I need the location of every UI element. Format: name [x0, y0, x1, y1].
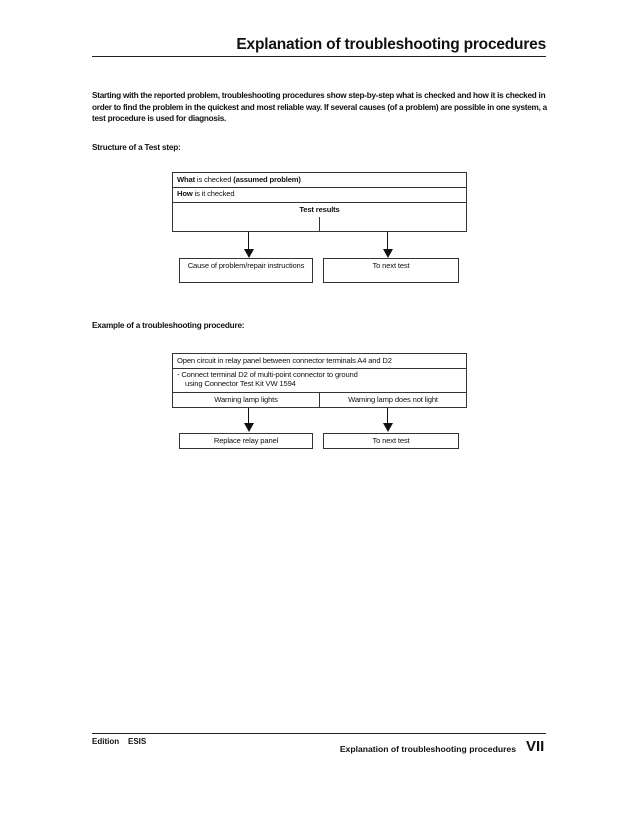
example-table [172, 353, 467, 408]
result-lamp-lights: Warning lamp lights [214, 395, 278, 404]
how-suffix: is it checked [192, 189, 235, 198]
example-heading: Example of a troubleshooting procedure: [92, 321, 245, 330]
test-results-label: Test results [299, 205, 340, 214]
what-checked-row [177, 175, 301, 185]
how-label: How [177, 189, 193, 198]
example-row-1: Open circuit in relay panel between connector terminals A4 and D2 [177, 356, 392, 365]
assumed-problem-label: (assumed problem) [233, 175, 301, 184]
table-divider [173, 202, 466, 203]
arrow-down-icon [244, 249, 254, 258]
what-label: What [177, 175, 195, 184]
replace-relay-box: Replace relay panel [179, 433, 313, 449]
example-row-2-line2: using Connector Test Kit VW 1594 [185, 379, 296, 388]
cause-repair-box: Cause of problem/repair instructions [179, 258, 313, 283]
arrow-down-icon [383, 423, 393, 432]
footer-title: Explanation of troubleshooting procedures [339, 744, 516, 754]
arrow-down-icon [383, 249, 393, 258]
result-lamp-not-light: Warning lamp does not light [348, 395, 438, 404]
results-divider [319, 217, 320, 231]
page-number: VII [526, 738, 545, 755]
next-test-box: To next test [323, 433, 459, 449]
intro-paragraph: Starting with the reported problem, troubleshooting procedures show step-by-step what is checked and how it is checked in order to find the problem in the quickest and most reliable way. If several causes (of a problem) are possible in one system, a test procedure is used for diagnosis. [92, 91, 547, 123]
table-divider [173, 187, 466, 188]
what-middle: is checked [194, 175, 234, 184]
edition-label: Edition ESIS [92, 737, 147, 746]
example-row-2-line1: - Connect terminal D2 of multi-point connector to ground [177, 370, 358, 379]
how-checked-row [177, 189, 234, 199]
test-step-table [172, 172, 467, 232]
structure-heading: Structure of a Test step: [92, 143, 181, 152]
footer-rule [92, 733, 546, 734]
table-divider [173, 368, 466, 369]
arrow-down-icon [244, 423, 254, 432]
page-title: Explanation of troubleshooting procedures [236, 36, 546, 53]
header-rule [92, 56, 546, 57]
next-test-box: To next test [323, 258, 459, 283]
